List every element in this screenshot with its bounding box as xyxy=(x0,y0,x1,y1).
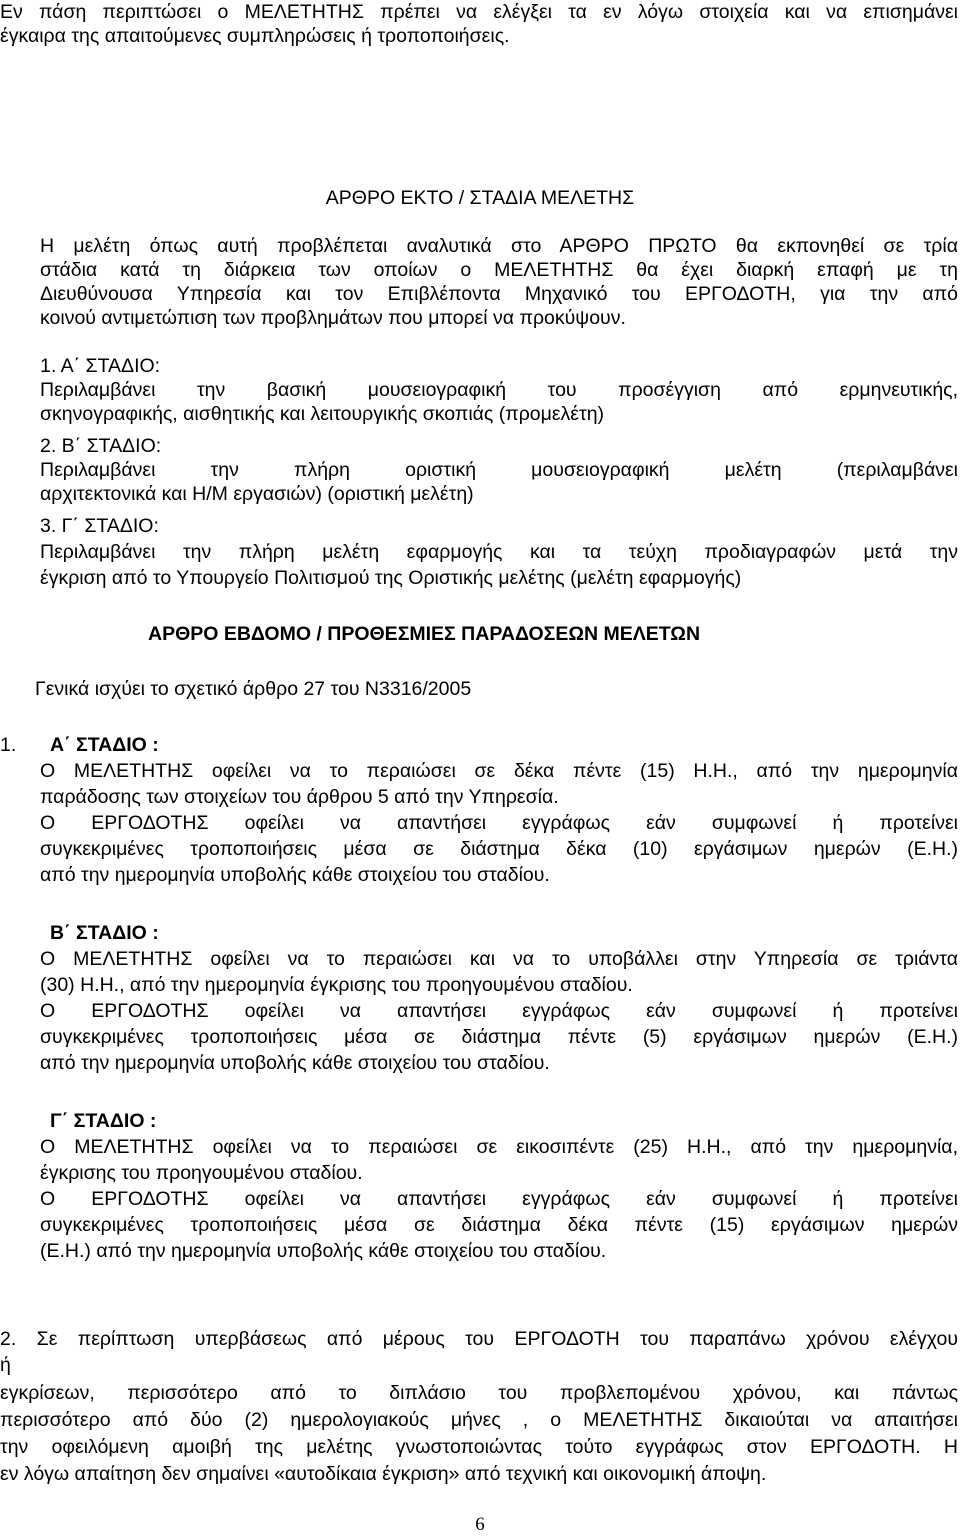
article-7-general: Γενικά ισχύει το σχετικό άρθρο 27 του Ν3316/2005 xyxy=(35,678,472,700)
stage-b-title: Β΄ ΣΤΑΔΙΟ : xyxy=(50,922,159,944)
stage-a-title: Α΄ ΣΤΑΔΙΟ : xyxy=(50,734,159,756)
stage-b-line: από την ημερομηνία υποβολής κάθε στοιχείου του σταδίου. xyxy=(40,1052,550,1074)
stage-2-desc: Περιλαμβάνει την πλήρη οριστική μουσειογραφική μελέτη (περιλαμβάνει xyxy=(40,459,958,481)
intro-line-1: Εν πάση περιπτώσει ο ΜΕΛΕΤΗΤΗΣ πρέπει να ελέγξει τα εν λόγω στοιχεία και να επισημάνει xyxy=(0,1,958,23)
stage-c-line: (Ε.Η.) από την ημερομηνία υποβολής κάθε στοιχείου του σταδίου. xyxy=(40,1240,607,1262)
article-7-heading: ΑΡΘΡΟ ΕΒΔΟΜΟ / ΠΡΟΘΕΣΜΙΕΣ ΠΑΡΑΔΟΣΕΩΝ ΜΕΛΕΤΩΝ xyxy=(148,623,701,645)
item-2-line: 2. Σε περίπτωση υπερβάσεως από μέρους του ΕΡΓΟΔΟΤΗ του παραπάνω χρόνου ελέγχου xyxy=(0,1328,958,1350)
stage-a-line: παράδοσης των στοιχείων του άρθρου 5 από την Υπηρεσία. xyxy=(40,786,559,808)
stage-a-line: Ο ΕΡΓΟΔΟΤΗΣ οφείλει να απαντήσει εγγράφως εάν συμφωνεί ή προτείνει xyxy=(40,812,958,834)
stage-c-line: συγκεκριμένες τροποποιήσεις μέσα σε διάστημα δέκα πέντε (15) εργάσιμων ημερών xyxy=(40,1214,958,1236)
stage-c-line: Ο ΜΕΛΕΤΗΤΗΣ οφείλει να το περαιώσει σε εικοσιπέντε (25) Η.Η., από την ημερομηνία, xyxy=(40,1136,958,1158)
item-2-line: εν λόγω απαίτηση δεν σημαίνει «αυτοδίκαια έγκριση» από τεχνική και οικονομική άποψη. xyxy=(0,1463,767,1485)
item-2-line: εγκρίσεων, περισσότερο από το διπλάσιο του προβλεπομένου χρόνου, και πάντως xyxy=(0,1382,958,1404)
stage-b-line: (30) Η.Η., από την ημερομηνία έγκρισης του προηγουμένου σταδίου. xyxy=(40,974,633,996)
stage-c-title: Γ΄ ΣΤΑΔΙΟ : xyxy=(50,1110,157,1132)
item-2-line: ή xyxy=(0,1354,11,1376)
article-6-para-line: κοινού αντιμετώπιση των προβλημάτων που μπορεί να προκύψουν. xyxy=(40,307,626,329)
stage-b-line: Ο ΜΕΛΕΤΗΤΗΣ οφείλει να το περαιώσει και να το υποβάλλει στην Υπηρεσία σε τριάντα xyxy=(40,948,958,970)
item-2-line: περισσότερο από δύο (2) ημερολογιακούς μήνες , ο ΜΕΛΕΤΗΤΗΣ δικαιούται να απαιτήσει xyxy=(0,1409,958,1431)
stage-b-line: Ο ΕΡΓΟΔΟΤΗΣ οφείλει να απαντήσει εγγράφως εάν συμφωνεί ή προτείνει xyxy=(40,1000,958,1022)
intro-line-2: έγκαιρα της απαιτούμενες συμπληρώσεις ή τροποποιήσεις. xyxy=(0,25,510,47)
article-6-para-line: Η μελέτη όπως αυτή προβλέπεται αναλυτικά στο ΑΡΘΡΟ ΠΡΩΤΟ θα εκπονηθεί σε τρία xyxy=(40,235,958,257)
stage-a-line: συγκεκριμένες τροποποιήσεις μέσα σε διάστημα δέκα (10) εργάσιμων ημερών (Ε.Η.) xyxy=(40,838,958,860)
article-6-para-line: στάδια κατά τη διάρκεια των οποίων ο ΜΕΛΕΤΗΤΗΣ θα έχει διαρκή επαφή με τη xyxy=(40,259,958,281)
stage-2-desc: αρχιτεκτονικά και Η/Μ εργασιών) (οριστική μελέτη) xyxy=(40,483,474,505)
stage-b-line: συγκεκριμένες τροποποιήσεις μέσα σε διάστημα πέντε (5) εργάσιμων ημερών (Ε.Η.) xyxy=(40,1026,958,1048)
page-number: 6 xyxy=(475,1514,485,1535)
stage-1-desc: σκηνογραφικής, αισθητικής και λειτουργικής σκοπιάς (προμελέτη) xyxy=(40,403,605,425)
item-1-number: 1. xyxy=(0,734,17,756)
stage-3-desc: Περιλαμβάνει την πλήρη μελέτη εφαρμογής και τα τεύχη προδιαγραφών μετά την xyxy=(40,541,958,563)
stage-3-desc: έγκριση από το Υπουργείο Πολιτισμού της Οριστικής μελέτης (μελέτη εφαρμογής) xyxy=(40,567,742,589)
stage-1-title: 1. Α΄ ΣΤΑΔΙΟ: xyxy=(40,355,161,377)
stage-3-title: 3. Γ΄ ΣΤΑΔΙΟ: xyxy=(40,515,159,537)
article-6-heading: ΑΡΘΡΟ ΕΚΤΟ / ΣΤΑΔΙΑ ΜΕΛΕΤΗΣ xyxy=(325,187,635,209)
stage-a-line: από την ημερομηνία υποβολής κάθε στοιχείου του σταδίου. xyxy=(40,864,550,886)
stage-1-desc: Περιλαμβάνει την βασική μουσειογραφική του προσέγγιση από ερμηνευτικής, xyxy=(40,379,958,401)
stage-c-line: Ο ΕΡΓΟΔΟΤΗΣ οφείλει να απαντήσει εγγράφως εάν συμφωνεί ή προτείνει xyxy=(40,1188,958,1210)
item-2-line: την οφειλόμενη αμοιβή της μελέτης γνωστοποιώντας τούτο εγγράφως στον ΕΡΓΟΔΟΤΗ. Η xyxy=(0,1436,958,1458)
article-6-para-line: Διευθύνουσα Υπηρεσία και τον Επιβλέποντα Μηχανικό του ΕΡΓΟΔΟΤΗ, για την από xyxy=(40,283,958,305)
stage-a-line: Ο ΜΕΛΕΤΗΤΗΣ οφείλει να το περαιώσει σε δέκα πέντε (15) Η.Η., από την ημερομηνία xyxy=(40,760,958,782)
stage-2-title: 2. Β΄ ΣΤΑΔΙΟ: xyxy=(40,435,162,457)
stage-c-line: έγκρισης του προηγουμένου σταδίου. xyxy=(40,1162,363,1184)
